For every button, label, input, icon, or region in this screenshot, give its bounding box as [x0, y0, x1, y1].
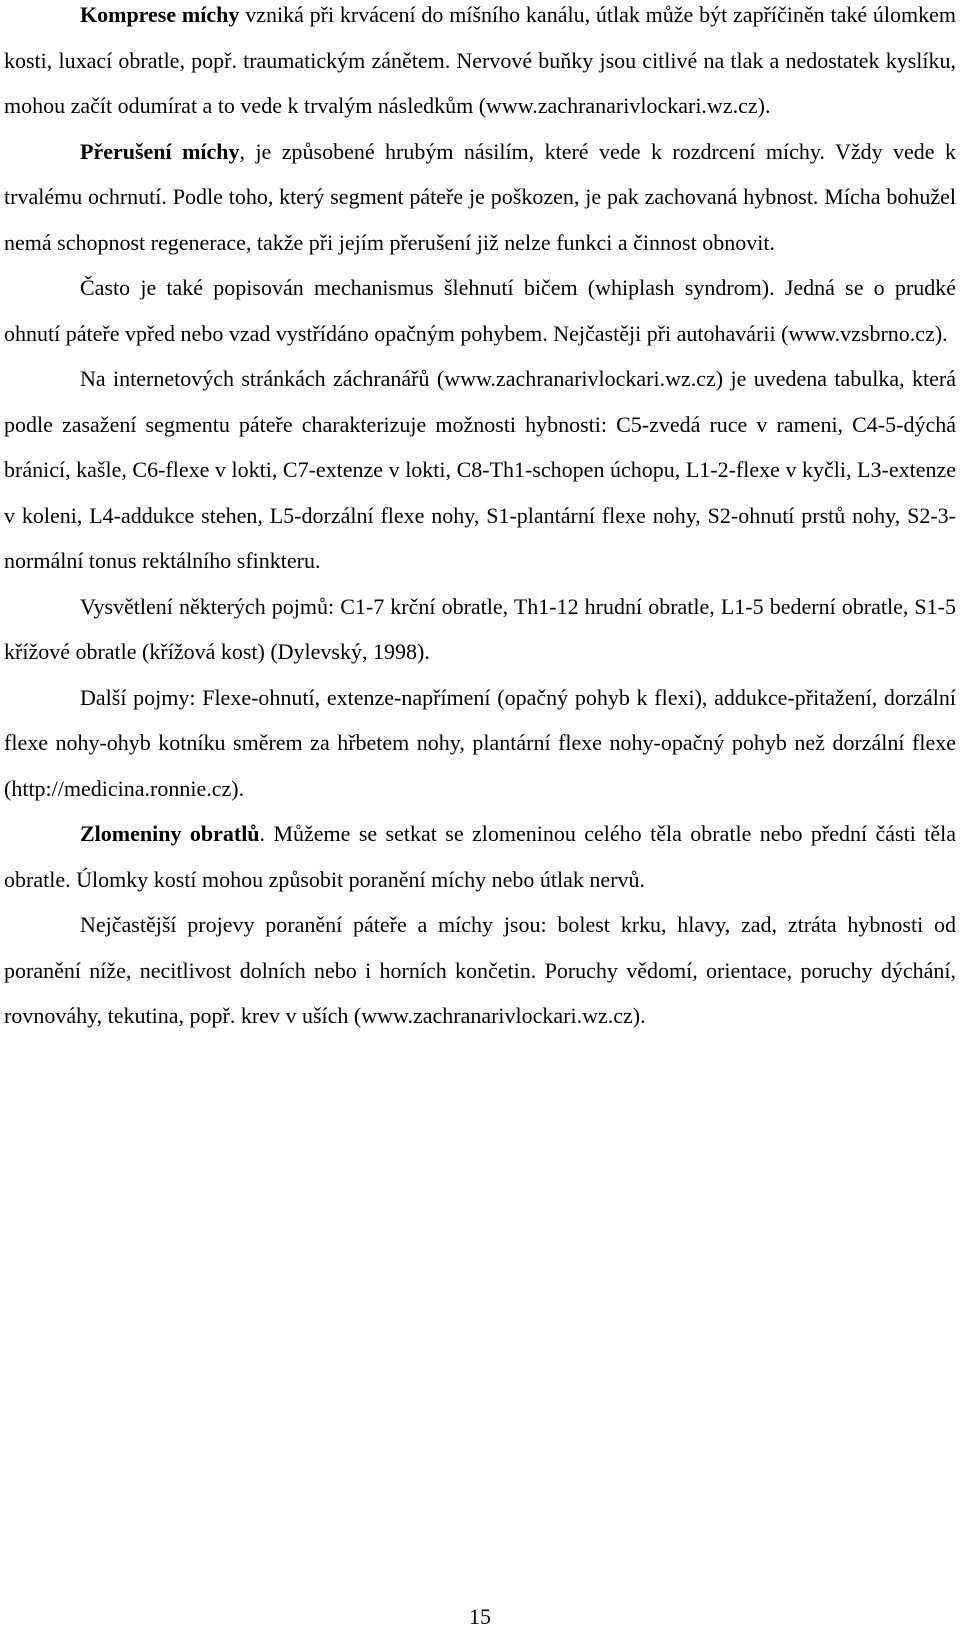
paragraph-text: Na internetových stránkách záchranářů (www.zachranarivlockari.wz.cz) je uvedena tabulka, která podle zasažení segmentu páteře charakterizuje možnosti hybnosti: C5-zvedá ruce v rameni, C4-5-dýchá bránicí, kašle, C6-flexe v lokti, C7-extenze v lokti, C8-Th1-schopen úchopu, L1-2-flexe v kyčli, L3-extenze v koleni, L4-addukce stehen, L5-dorzální flexe nohy, S1-plantární flexe nohy, S2-ohnutí prstů nohy, S2-3-normální tonus rektálního sfinkteru.: [4, 366, 956, 573]
term-zlomeniny-obratlu: Zlomeniny obratlů: [80, 821, 260, 846]
body-text: [4, 0, 956, 1039]
paragraph-text: . Můžeme se setkat se zlomeninou celého těla obratle nebo přední části těla obratle. Úlomky kostí mohou způsobit poranění míchy nebo útlak nervů.: [4, 821, 956, 892]
term-komprese-michy: Komprese míchy: [80, 2, 240, 27]
paragraph-text: Často je také popisován mechanismus šlehnutí bičem (whiplash syndrom). Jedná se o prudké ohnutí páteře vpřed nebo vzad vystřídáno opačným pohybem. Nejčastěji při autohavárii (www.vzsbrno.cz).: [4, 275, 956, 346]
paragraph-preruseni-michy: [4, 129, 956, 266]
paragraph-zlomeniny-obratlu: [4, 811, 956, 902]
paragraph-text: vzniká při krvácení do míšního kanálu, útlak může být zapříčiněn také úlomkem kosti, luxací obratle, popř. traumatickým zánětem. Nervové buňky jsou citlivé na tlak a nedostatek kyslíku, mohou začít odumírat a to vede k trvalým následkům (www.zachranarivlockari.wz.cz).: [4, 2, 957, 118]
paragraph-text: Nejčastější projevy poranění páteře a míchy jsou: bolest krku, hlavy, zad, ztráta hybnosti od poranění níže, necitlivost dolních nebo i horních končetin. Poruchy vědomí, orientace, poruchy dýchání, rovnováhy, tekutina, popř. krev v uších (www.zachranarivlockari.wz.cz).: [4, 912, 956, 1028]
paragraph-projevy-poraneni: [4, 902, 956, 1039]
paragraph-komprese-michy: [4, 0, 956, 129]
page-number: 15: [469, 1604, 491, 1629]
paragraph-vysvetleni-pojmu: [4, 584, 956, 675]
term-preruseni-michy: Přerušení míchy: [80, 138, 240, 164]
paragraph-segment-table: [4, 356, 956, 584]
paragraph-text: , je způsobené hrubým násilím, které vede k rozdrcení míchy. Vždy vede k trvalému ochrnutí. Podle toho, který segment páteře je poškozen, je pak zachovaná hybnost. Mícha bohužel nemá schopnost regenerace, takže při jejím přerušení již nelze funkci a činnost obnovit.: [4, 138, 956, 255]
paragraph-text: Vysvětlení některých pojmů: C1-7 krční obratle, Th1-12 hrudní obratle, L1-5 bederní obratle, S1-5 křížové obratle (křížová kost) (Dylevský, 1998).: [4, 593, 956, 664]
paragraph-whiplash: [4, 265, 956, 356]
paragraph-dalsi-pojmy: [4, 675, 956, 812]
paragraph-text: Další pojmy: Flexe-ohnutí, extenze-napřímení (opačný pohyb k flexi), addukce-přitažení, dorzální flexe nohy-ohyb kotníku směrem za hřbetem nohy, plantární flexe nohy-opačný pohyb než dorzální flexe (http://medicina.ronnie.cz).: [4, 684, 956, 801]
